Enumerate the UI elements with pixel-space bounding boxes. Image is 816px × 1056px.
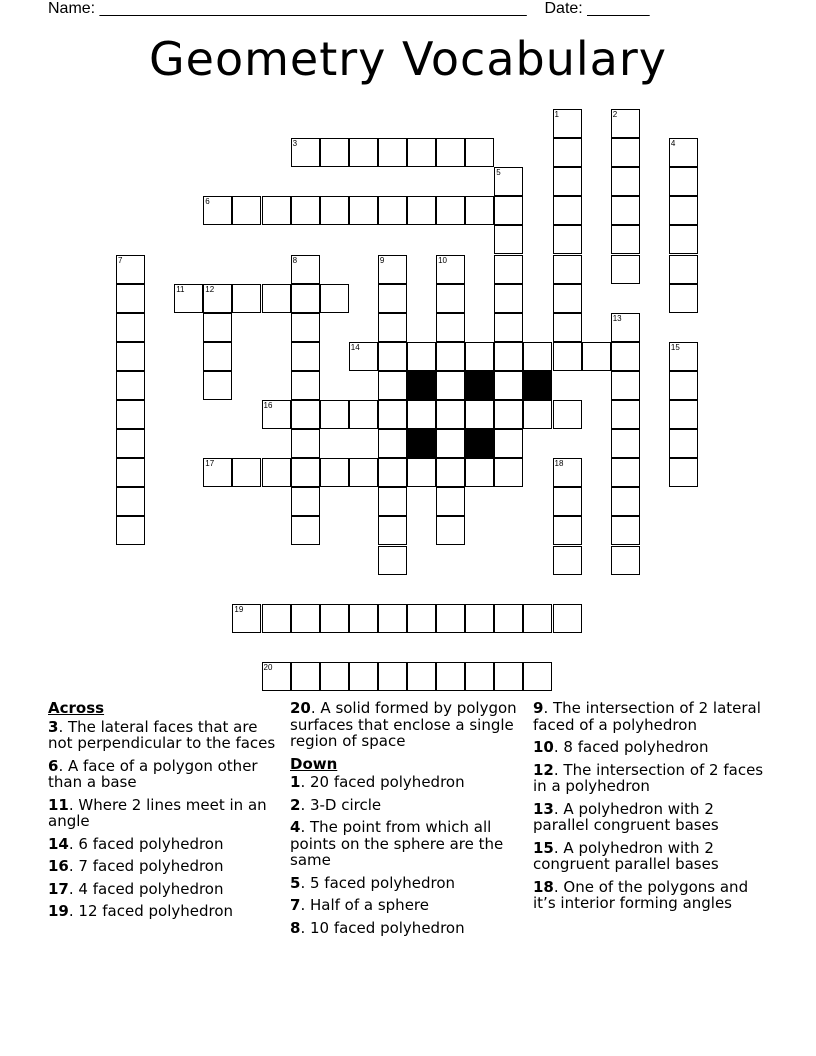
grid-cell[interactable] [436, 138, 465, 167]
grid-cell[interactable] [378, 138, 407, 167]
grid-cell[interactable] [378, 196, 407, 225]
grid-cell[interactable] [465, 458, 494, 487]
grid-cell[interactable] [523, 342, 552, 371]
grid-cell[interactable] [494, 371, 523, 400]
clue-number-label: 11 [48, 795, 69, 814]
grid-cell[interactable] [436, 313, 465, 342]
clue-number: 10 [438, 255, 447, 265]
grid-cell[interactable] [320, 138, 349, 167]
grid-cell[interactable] [669, 167, 698, 196]
grid-cell[interactable] [378, 255, 407, 284]
clue-number: 18 [554, 459, 564, 469]
clue-number-label: 13 [533, 799, 554, 818]
grid-cell[interactable] [553, 109, 582, 138]
grid-cell[interactable] [436, 255, 465, 284]
clue-column-3 [533, 700, 773, 918]
grid-cell[interactable] [203, 313, 232, 342]
clue-number: 7 [118, 255, 123, 265]
grid-cell[interactable] [320, 284, 349, 313]
clue-number-label: 6 [48, 756, 59, 775]
clue-text: . 4 faced polyhedron [68, 879, 224, 898]
clue-column-1 [48, 700, 280, 926]
grid-cell[interactable] [407, 138, 436, 167]
clue-number: 3 [292, 139, 298, 149]
grid-cell[interactable] [553, 516, 582, 545]
grid-cell[interactable] [582, 342, 611, 371]
clue-5 [290, 875, 526, 892]
grid-cell[interactable] [669, 371, 698, 400]
grid-cell[interactable] [320, 400, 349, 429]
grid-cell[interactable] [669, 429, 698, 458]
grid-cell[interactable] [494, 604, 523, 633]
grid-cell[interactable] [291, 487, 320, 516]
grid-cell[interactable] [553, 255, 582, 284]
grid-cell[interactable] [262, 284, 291, 313]
grid-cell[interactable] [494, 342, 523, 371]
grid-cell[interactable] [436, 284, 465, 313]
grid-cell[interactable] [611, 458, 640, 487]
grid-cell[interactable] [611, 429, 640, 458]
grid-cell[interactable] [116, 371, 145, 400]
clue-text: . A face of a polygon other than a base [48, 756, 258, 791]
grid-cell[interactable] [203, 342, 232, 371]
clue-number: 9 [379, 255, 385, 265]
name-label: Name: [48, 0, 96, 17]
grid-cell[interactable] [320, 662, 349, 691]
clue-text: . 10 faced polyhedron [300, 918, 465, 937]
grid-cell[interactable] [611, 196, 640, 225]
clue-text: . The lateral faces that are not perpendicular to the faces [48, 717, 276, 752]
grid-cell[interactable] [465, 342, 494, 371]
page-title: Geometry Vocabulary [149, 32, 667, 86]
grid-cell[interactable] [320, 604, 349, 633]
grid-cell[interactable] [611, 225, 640, 254]
grid-cell[interactable] [611, 487, 640, 516]
grid-cell[interactable] [291, 662, 320, 691]
clue-number: 20 [263, 662, 273, 672]
grid-cell[interactable] [291, 604, 320, 633]
grid-cell[interactable] [611, 516, 640, 545]
clue-8 [290, 920, 526, 937]
clue-number-label: 15 [533, 838, 554, 857]
clue-number-label: 19 [48, 902, 69, 920]
grid-cell[interactable] [378, 604, 407, 633]
clue-text: . The point from which all points on the sphere are the same [290, 818, 504, 869]
grid-cell[interactable] [494, 458, 523, 487]
clue-number-label: 17 [48, 879, 69, 898]
clue-10 [533, 739, 773, 756]
clue-text: . 3-D circle [300, 795, 382, 814]
grid-cell[interactable] [611, 255, 640, 284]
grid-cell[interactable] [291, 255, 320, 284]
grid-cell[interactable] [203, 196, 232, 225]
date-label: Date: [544, 0, 583, 17]
clue-number-label: 10 [533, 738, 554, 756]
clue-4 [290, 819, 526, 869]
grid-cell[interactable] [611, 167, 640, 196]
clue-number: 13 [612, 313, 622, 323]
grid-cell[interactable] [494, 225, 523, 254]
grid-cell[interactable] [203, 371, 232, 400]
clue-text: . 20 faced polyhedron [300, 773, 465, 791]
grid-cell[interactable] [436, 400, 465, 429]
clue-20 [290, 700, 526, 750]
grid-cell[interactable] [291, 371, 320, 400]
grid-cell[interactable] [465, 138, 494, 167]
name-blank[interactable]: ________________________________________________ [99, 0, 527, 17]
grid-cell[interactable] [203, 458, 232, 487]
grid-cell[interactable] [116, 342, 145, 371]
grid-cell[interactable] [553, 400, 582, 429]
grid-cell[interactable] [523, 662, 552, 691]
grid-cell[interactable] [232, 196, 261, 225]
grid-cell[interactable] [349, 604, 378, 633]
grid-cell[interactable] [291, 429, 320, 458]
grid-cell[interactable] [116, 400, 145, 429]
clue-number: 16 [263, 401, 273, 410]
clue-number: 6 [205, 197, 210, 207]
clue-text: . The intersection of 2 faces in a polyhedron [533, 760, 764, 795]
grid-cell[interactable] [262, 458, 291, 487]
grid-cell[interactable] [669, 225, 698, 254]
grid-cell[interactable] [291, 313, 320, 342]
grid-cell[interactable] [262, 400, 291, 429]
grid-cell[interactable] [669, 196, 698, 225]
clue-15 [533, 840, 773, 873]
clue-16 [48, 858, 280, 875]
grid-cell[interactable] [116, 487, 145, 516]
clue-7 [290, 897, 526, 914]
grid-cell[interactable] [611, 109, 640, 138]
black-cell [523, 371, 552, 400]
clue-14 [48, 836, 280, 853]
grid-cell[interactable] [407, 662, 436, 691]
clue-text: . A solid formed by polygon surfaces that enclose a single region of space [290, 699, 517, 750]
clue-number-label: 14 [48, 834, 69, 853]
grid-cell[interactable] [378, 662, 407, 691]
clue-3 [48, 719, 280, 752]
clue-9 [533, 700, 773, 733]
grid-cell[interactable] [494, 284, 523, 313]
clue-1 [290, 774, 526, 791]
grid-cell[interactable] [349, 342, 378, 371]
grid-cell[interactable] [553, 284, 582, 313]
grid-cell[interactable] [349, 196, 378, 225]
clue-13 [533, 801, 773, 834]
grid-cell[interactable] [553, 342, 582, 371]
black-cell [465, 371, 494, 400]
grid-cell[interactable] [320, 458, 349, 487]
clue-19 [48, 903, 280, 920]
clue-number-label: 7 [290, 896, 301, 914]
grid-cell[interactable] [669, 138, 698, 167]
clue-number: 19 [234, 604, 244, 614]
grid-cell[interactable] [349, 400, 378, 429]
grid-cell[interactable] [494, 313, 523, 342]
grid-cell[interactable] [407, 196, 436, 225]
grid-cell[interactable] [436, 342, 465, 371]
grid-cell[interactable] [116, 255, 145, 284]
grid-cell[interactable] [378, 284, 407, 313]
grid-cell[interactable] [232, 604, 261, 633]
grid-cell[interactable] [378, 371, 407, 400]
grid-cell[interactable] [407, 400, 436, 429]
grid-cell[interactable] [669, 255, 698, 284]
grid-cell[interactable] [349, 458, 378, 487]
grid-cell[interactable] [262, 196, 291, 225]
grid-cell[interactable] [611, 371, 640, 400]
clue-12 [533, 762, 773, 795]
grid-cell[interactable] [116, 284, 145, 313]
clue-number-label: 2 [290, 795, 301, 814]
clue-18 [533, 879, 773, 912]
grid-cell[interactable] [232, 284, 261, 313]
grid-cell[interactable] [669, 342, 698, 371]
grid-cell[interactable] [669, 400, 698, 429]
clue-column-2 [290, 700, 526, 942]
clue-text: . A polyhedron with 2 parallel congruent bases [533, 799, 719, 834]
grid-cell[interactable] [611, 342, 640, 371]
grid-cell[interactable] [436, 371, 465, 400]
grid-cell[interactable] [320, 196, 349, 225]
grid-cell[interactable] [262, 662, 291, 691]
clue-number-label: 3 [48, 717, 59, 736]
grid-cell[interactable] [116, 516, 145, 545]
grid-cell[interactable] [349, 138, 378, 167]
grid-cell[interactable] [669, 284, 698, 313]
grid-cell[interactable] [378, 429, 407, 458]
clue-number-label: 20 [290, 699, 311, 717]
clue-number-label: 8 [290, 918, 301, 937]
clue-2 [290, 797, 526, 814]
black-cell [407, 371, 436, 400]
grid-cell[interactable] [494, 400, 523, 429]
grid-cell[interactable] [494, 196, 523, 225]
clue-text: . The intersection of 2 lateral faced of a polyhedron [533, 699, 761, 734]
black-cell [407, 429, 436, 458]
clue-number-label: 18 [533, 877, 554, 896]
clue-11 [48, 797, 280, 830]
grid-cell[interactable] [378, 313, 407, 342]
grid-cell[interactable] [378, 342, 407, 371]
grid-cell[interactable] [553, 604, 582, 633]
clue-text: . 8 faced polyhedron [553, 738, 709, 756]
grid-cell[interactable] [291, 138, 320, 167]
grid-cell[interactable] [494, 429, 523, 458]
grid-cell[interactable] [378, 516, 407, 545]
grid-cell[interactable] [436, 516, 465, 545]
grid-cell[interactable] [232, 458, 261, 487]
grid-cell[interactable] [611, 546, 640, 575]
grid-cell[interactable] [291, 458, 320, 487]
clue-text: . 7 faced polyhedron [68, 857, 224, 875]
grid-cell[interactable] [436, 196, 465, 225]
grid-cell[interactable] [291, 516, 320, 545]
grid-cell[interactable] [407, 604, 436, 633]
grid-cell[interactable] [349, 662, 378, 691]
clue-number: 11 [176, 284, 185, 294]
grid-cell[interactable] [436, 429, 465, 458]
clue-text: . 5 faced polyhedron [300, 873, 456, 892]
clue-number: 4 [670, 139, 676, 149]
clue-number-label: 5 [290, 873, 301, 892]
grid-cell[interactable] [436, 458, 465, 487]
clue-number: 14 [350, 342, 360, 352]
clue-number-label: 9 [533, 699, 544, 717]
clue-number-label: 4 [290, 818, 301, 836]
clue-17 [48, 881, 280, 898]
grid-cell[interactable] [523, 604, 552, 633]
grid-cell[interactable] [611, 313, 640, 342]
grid-cell[interactable] [494, 167, 523, 196]
grid-cell[interactable] [436, 487, 465, 516]
grid-cell[interactable] [436, 662, 465, 691]
clue-number: 1 [554, 110, 559, 119]
grid-cell[interactable] [494, 255, 523, 284]
grid-cell[interactable] [553, 487, 582, 516]
grid-cell[interactable] [436, 604, 465, 633]
clue-number: 15 [670, 342, 680, 352]
grid-cell[interactable] [291, 400, 320, 429]
grid-cell[interactable] [494, 662, 523, 691]
down-heading: Down [290, 754, 338, 773]
grid-cell[interactable] [523, 400, 552, 429]
grid-cell[interactable] [378, 400, 407, 429]
clue-text: . Where 2 lines meet in an angle [48, 795, 267, 830]
clue-number: 5 [496, 168, 501, 178]
grid-cell[interactable] [465, 196, 494, 225]
clue-6 [48, 758, 280, 791]
clue-number-label: 1 [290, 773, 301, 791]
clue-number: 12 [205, 284, 215, 294]
clue-text: . 6 faced polyhedron [68, 834, 224, 853]
grid-cell[interactable] [407, 458, 436, 487]
clue-text: . A polyhedron with 2 congruent parallel bases [533, 838, 719, 873]
grid-cell[interactable] [262, 604, 291, 633]
grid-cell[interactable] [553, 196, 582, 225]
grid-cell[interactable] [553, 138, 582, 167]
clue-text: . One of the polygons and it’s interior forming angles [533, 877, 749, 912]
grid-cell[interactable] [116, 429, 145, 458]
clue-text: . Half of a sphere [300, 896, 429, 914]
grid-cell[interactable] [116, 313, 145, 342]
grid-cell[interactable] [553, 458, 582, 487]
grid-cell[interactable] [116, 458, 145, 487]
grid-cell[interactable] [465, 604, 494, 633]
grid-cell[interactable] [553, 313, 582, 342]
black-cell [465, 429, 494, 458]
date-blank[interactable]: _______ [587, 0, 650, 17]
grid-cell[interactable] [378, 546, 407, 575]
across-heading: Across [48, 699, 105, 717]
grid-cell[interactable] [553, 225, 582, 254]
grid-cell[interactable] [378, 487, 407, 516]
grid-cell[interactable] [203, 284, 232, 313]
grid-cell[interactable] [291, 196, 320, 225]
grid-cell[interactable] [291, 342, 320, 371]
clue-number-label: 12 [533, 760, 554, 779]
grid-cell[interactable] [611, 400, 640, 429]
grid-cell[interactable] [669, 458, 698, 487]
clue-number: 2 [612, 110, 618, 119]
clue-number: 8 [292, 255, 298, 265]
grid-cell[interactable] [174, 284, 203, 313]
grid-cell[interactable] [611, 138, 640, 167]
grid-cell[interactable] [378, 458, 407, 487]
grid-cell[interactable] [407, 342, 436, 371]
grid-cell[interactable] [465, 400, 494, 429]
clue-number: 17 [205, 459, 215, 469]
grid-cell[interactable] [553, 167, 582, 196]
clue-number-label: 16 [48, 857, 69, 875]
grid-cell[interactable] [553, 546, 582, 575]
grid-cell[interactable] [465, 662, 494, 691]
clue-text: . 12 faced polyhedron [68, 902, 234, 920]
grid-cell[interactable] [291, 284, 320, 313]
